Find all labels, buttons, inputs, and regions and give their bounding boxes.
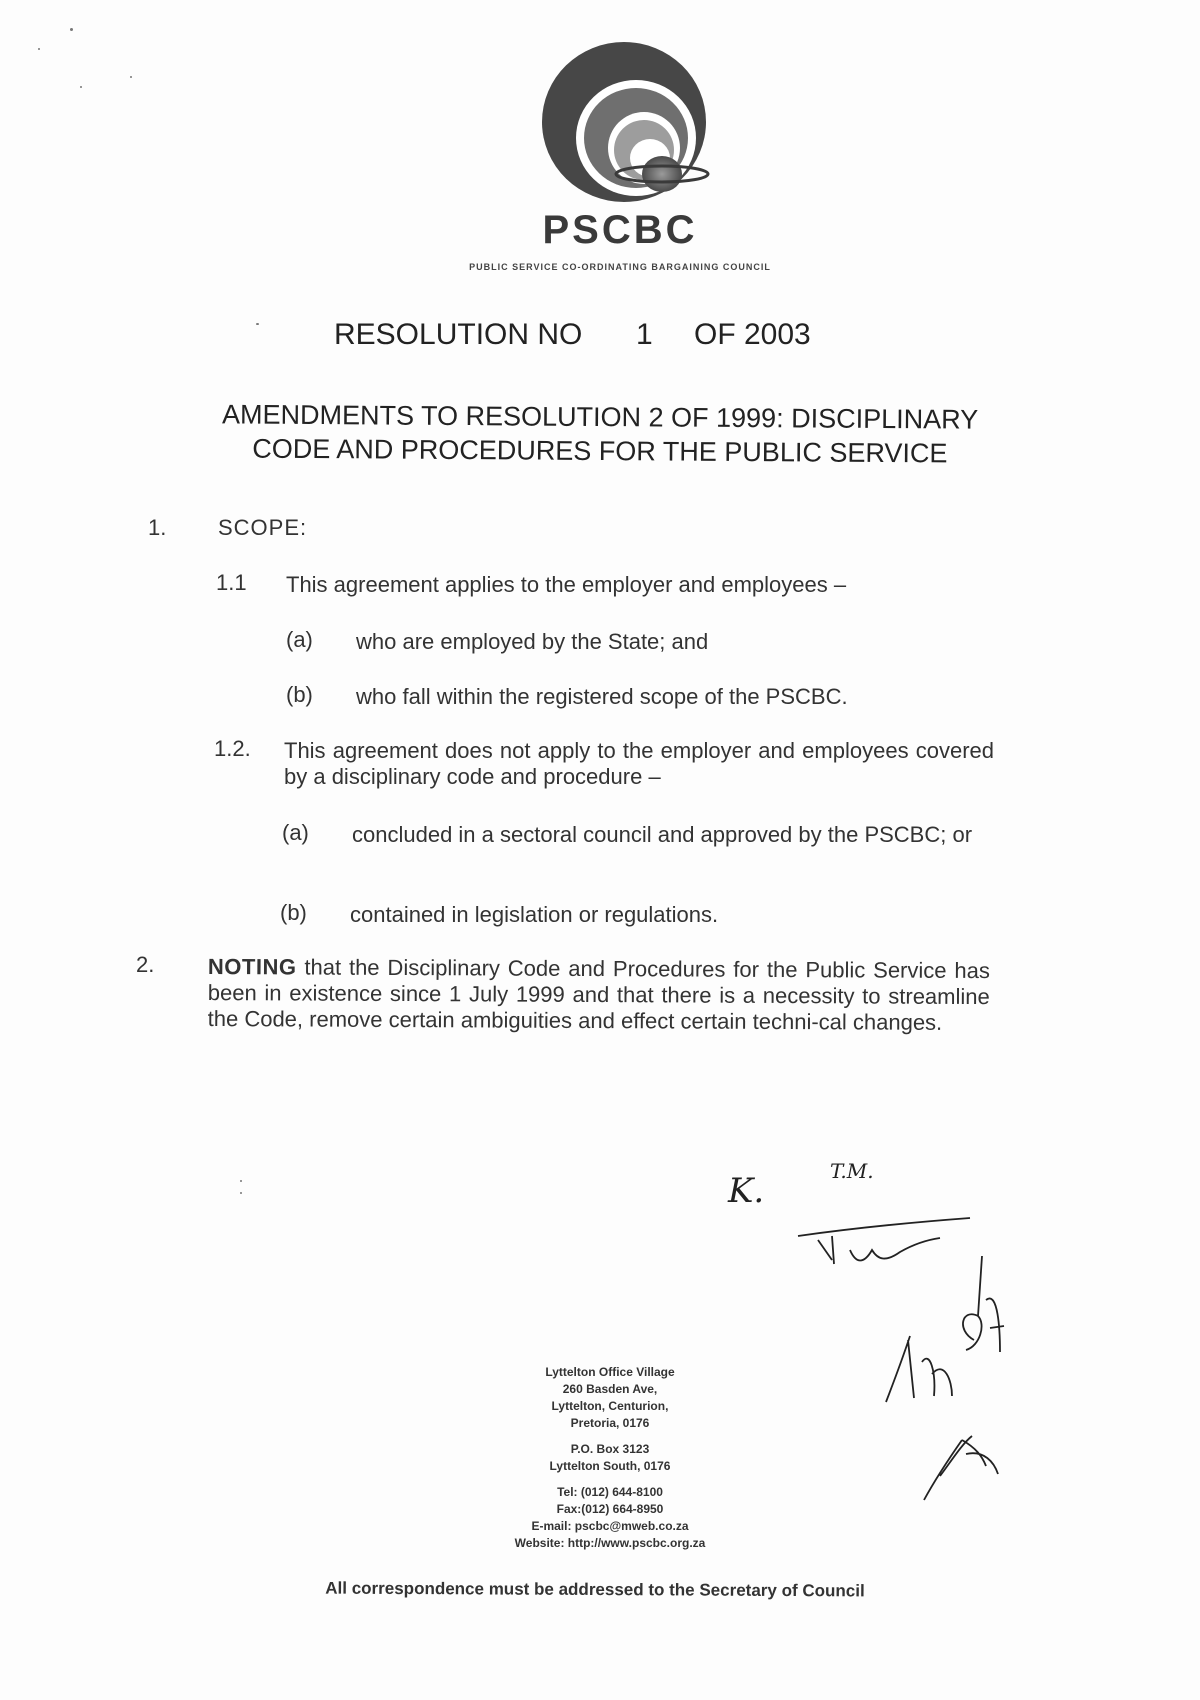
signature-scribble-2b [963, 1256, 1004, 1352]
scan-speck [80, 86, 82, 88]
scan-speck [256, 323, 259, 325]
subtitle-line-1: AMENDMENTS TO RESOLUTION 2 OF 1999: DISCIPLINARY [221, 399, 979, 435]
logo-acronym: PSCBC [542, 208, 698, 252]
address-tel: Tel: (012) 644-8100 [557, 1485, 663, 1499]
clause-1-1-b-text: who fall within the registered scope of the PSCBC. [356, 684, 848, 709]
signature-scribble-3 [924, 1436, 998, 1500]
section-1-number: 1. [148, 515, 167, 540]
clause-1-2-b-text: contained in legislation or regulations. [350, 902, 719, 927]
address-line-2: 260 Basden Ave, [562, 1382, 658, 1396]
signature-initials-tm: T.M. [830, 1159, 874, 1183]
signature-scribble-2 [886, 1336, 952, 1402]
scan-speck [240, 1180, 242, 1182]
section-2-text [208, 954, 990, 1036]
correspondence-note: All correspondence must be addressed to the Secretary of Council [325, 1578, 865, 1601]
clause-1-2-a-label: (a) [282, 820, 309, 845]
scan-speck [38, 48, 40, 50]
address-spacer [470, 1432, 750, 1441]
scan-speck [70, 28, 73, 31]
address-line-3: Lyttelton, Centurion, [551, 1399, 669, 1413]
address-fax: Fax:(012) 664-8950 [556, 1502, 664, 1516]
address-block [470, 1364, 750, 1552]
address-po-city: Lyttelton South, 0176 [549, 1459, 671, 1473]
signature-scribble-1b [818, 1236, 940, 1264]
clause-1-2-a-text: concluded in a sectoral council and approved by the PSCBC; or [352, 822, 973, 847]
document-subtitle [150, 397, 1050, 471]
address-email: E-mail: pscbc@mweb.co.za [531, 1519, 689, 1533]
resolution-year: OF 2003 [694, 318, 811, 351]
clause-1-1-b-label: (b) [286, 682, 313, 707]
noting-body: that the Disciplinary Code and Procedures for the Public Service has been in existence since 1 July 1999 and that there is a necessity to streamline the Code, remove certain ambiguities and effect certain techni-cal changes. [207, 954, 990, 1035]
clause-1-1-a-label: (a) [286, 627, 313, 652]
address-line-4: Pretoria, 0176 [570, 1416, 650, 1430]
signature-initials-k: K. [728, 1171, 765, 1211]
address-po-box: P.O. Box 3123 [570, 1442, 650, 1456]
clause-1-2-number: 1.2. [214, 736, 251, 761]
subtitle-line-2: CODE AND PROCEDURES FOR THE PUBLIC SERVICE [252, 433, 948, 469]
logo-fullname: PUBLIC SERVICE CO-ORDINATING BARGAINING COUNCIL [469, 262, 771, 272]
section-2-number: 2. [136, 952, 155, 977]
scan-speck [240, 1192, 242, 1194]
clause-1-1-number: 1.1 [216, 570, 247, 595]
section-1-title: SCOPE: [218, 515, 308, 540]
address-website: Website: http://www.pscbc.org.za [514, 1536, 706, 1550]
clause-1-2-text: This agreement does not apply to the employer and employees covered by a disciplinary code and procedure – [284, 738, 994, 789]
resolution-number: 1 [636, 318, 653, 351]
pscbc-logo-icon [540, 40, 720, 210]
clause-1-2-b-label: (b) [280, 900, 307, 925]
pscbc-logo [469, 40, 820, 272]
clause-1-1-a-text: who are employed by the State; and [356, 629, 709, 654]
resolution-prefix: RESOLUTION NO [334, 318, 583, 351]
scan-speck [130, 76, 132, 78]
signature-scribble-1 [798, 1218, 970, 1236]
address-spacer [470, 1475, 750, 1484]
handwritten-signatures [700, 1140, 1040, 1540]
noting-keyword: NOTING [207, 954, 297, 980]
address-line-1: Lyttelton Office Village [545, 1365, 675, 1379]
clause-1-1-text: This agreement applies to the employer and employees – [286, 572, 847, 597]
